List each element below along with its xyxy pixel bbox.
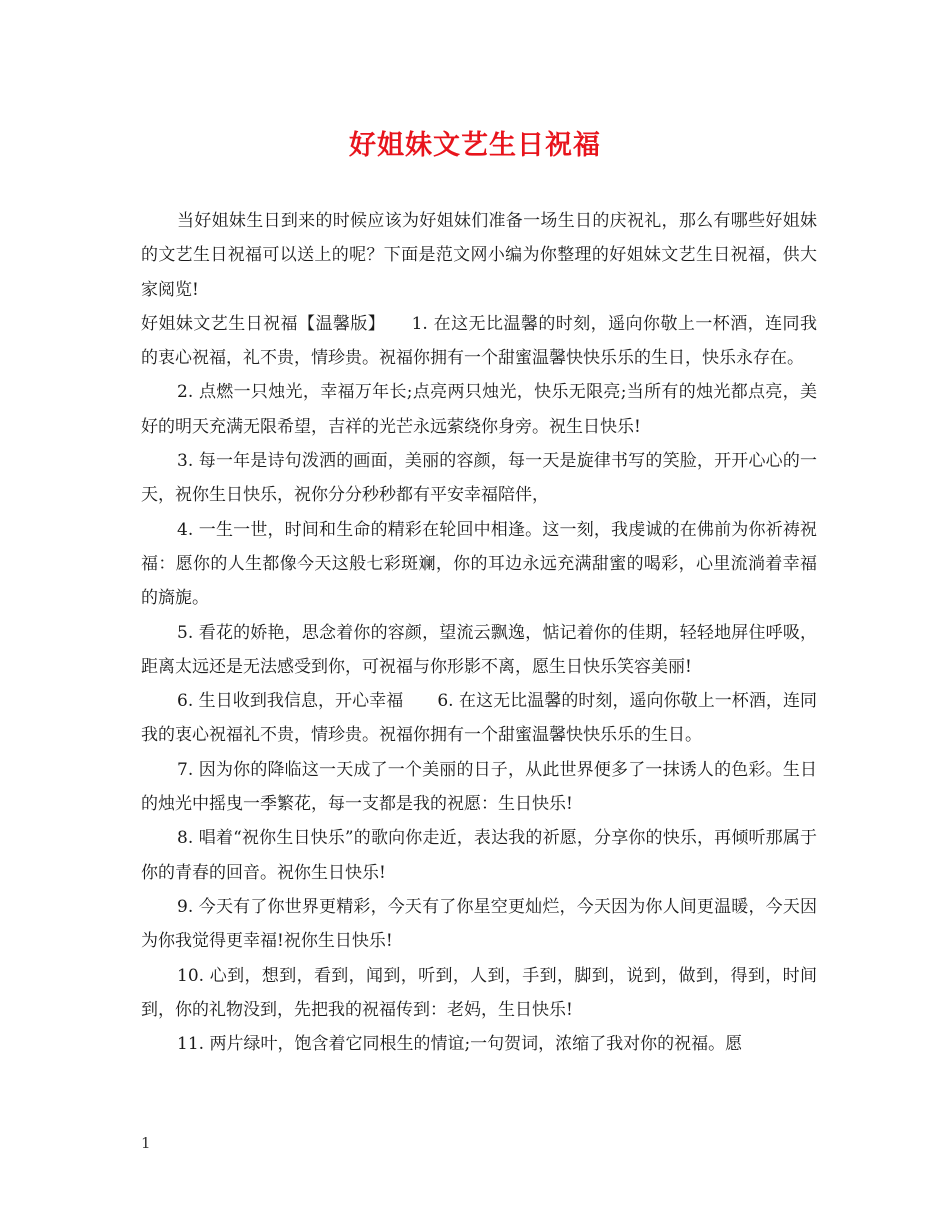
page-number: 1	[141, 1134, 151, 1152]
list-item: 5. 看花的娇艳，思念着你的容颜，望流云飘逸，惦记着你的佳期，轻轻地屏住呼吸，距离太远还是无法感受到你，可祝福与你形影不离，愿生日快乐笑容美丽!	[141, 622, 817, 677]
list-item: 7. 因为你的降临这一天成了一个美丽的日子，从此世界便多了一抹诱人的色彩。生日的烛光中摇曳一季繁花，每一支都是我的祝愿：生日快乐!	[141, 759, 817, 815]
section-heading-paragraph: 好姐妹文艺生日祝福【温馨版】 1. 在这无比温馨的时刻，遥向你敬上一杯酒，连同我的衷心祝福，礼不贵，情珍贵。祝福你拥有一个甜蜜温馨快快乐乐的生日，快乐永存在。	[141, 313, 817, 369]
document-title: 好姐妹文艺生日祝福	[349, 130, 601, 161]
list-item: 11. 两片绿叶，饱含着它同根生的情谊;一句贺词，浓缩了我对你的祝福。愿	[177, 1034, 743, 1055]
list-item: 10. 心到，想到，看到，闻到，听到，人到，手到，脚到，说到，做到，得到，时间到，你的礼物没到，先把我的祝福传到：老妈，生日快乐!	[141, 965, 817, 1020]
list-item: 4. 一生一世，时间和生命的精彩在轮回中相逢。这一刻，我虔诚的在佛前为你祈祷祝福：愿你的人生都像今天这般七彩斑斓，你的耳边永远充满甜蜜的喝彩，心里流淌着幸福的旖旎。	[141, 519, 817, 609]
list-item: 9. 今天有了你世界更精彩，今天有了你星空更灿烂，今天因为你人间更温暖，今天因为你我觉得更幸福!祝你生日快乐!	[141, 896, 817, 952]
list-item: 6. 生日收到我信息，开心幸福 6. 在这无比温馨的时刻，遥向你敬上一杯酒，连同我的衷心祝福礼不贵，情珍贵。祝福你拥有一个甜蜜温馨快快乐乐的生日。	[141, 691, 817, 746]
list-item: 8. 唱着“祝你生日快乐”的歌向你走近，表达我的祈愿，分享你的快乐，再倾听那属于你的青春的回音。祝你生日快乐!	[141, 828, 817, 883]
list-item: 3. 每一年是诗句泼洒的画面，美丽的容颜，每一天是旋律书写的笑脸，开开心心的一天，祝你生日快乐，祝你分分秒秒都有平安幸福陪伴，	[141, 451, 817, 506]
intro-paragraph: 当好姐妹生日到来的时候应该为好姐妹们准备一场生日的庆祝礼，那么有哪些好姐妹的文艺生日祝福可以送上的呢？下面是范文网小编为你整理的好姐妹文艺生日祝福，供大家阅览!	[141, 211, 817, 300]
document-body	[141, 204, 817, 1061]
list-item: 2. 点燃一只烛光，幸福万年长;点亮两只烛光，快乐无限亮;当所有的烛光都点亮，美好的明天充满无限希望，吉祥的光芒永远萦绕你身旁。祝生日快乐!	[141, 382, 817, 437]
